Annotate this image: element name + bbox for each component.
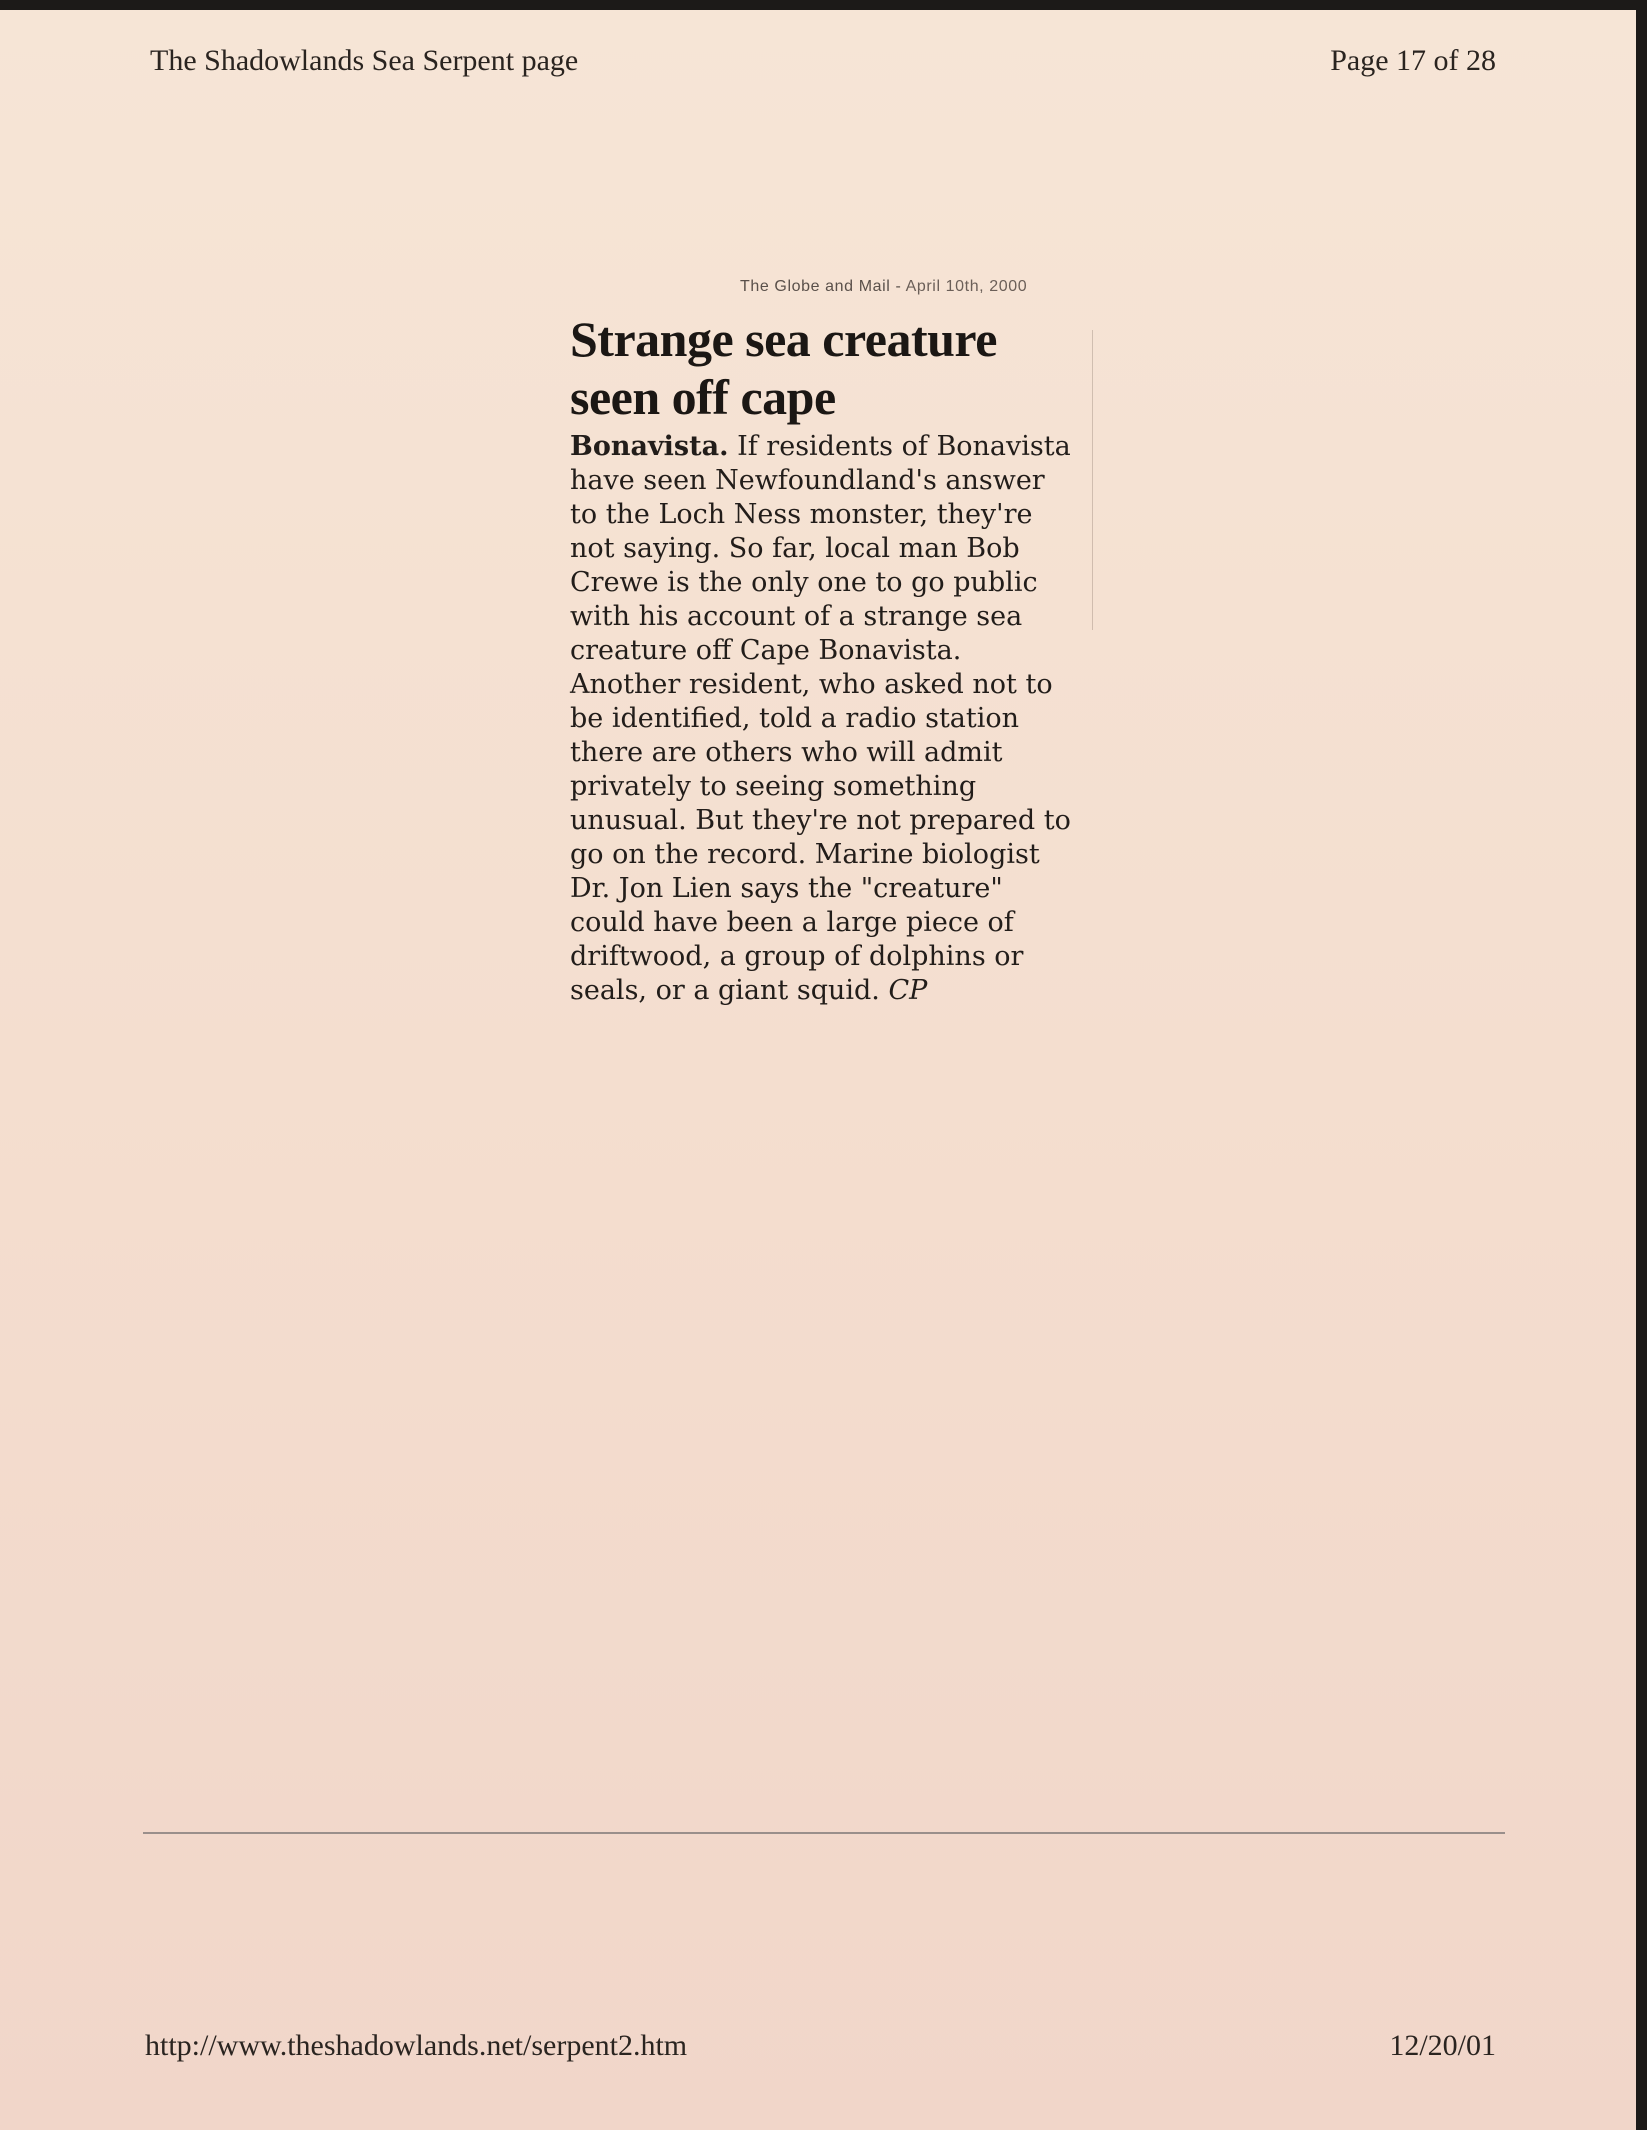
clipping-headline <box>570 310 1090 426</box>
footer-url: http://www.theshadowlands.net/serpent2.htm <box>145 2029 688 2062</box>
clipping-lead: Bonavista. <box>570 431 729 462</box>
clipping-date: April 10th, 2000 <box>905 278 1028 295</box>
clipping-body-text: If residents of Bonavista have seen Newfoundland's answer to the Loch Ness monster, they're not saying. So far, local man Bob Crewe is the only one to go public with his account of a strange sea creature off Cape Bonavista. Another resident, who asked not to be identified, told a radio station there are others who will admit privately to seeing something unusual. But they're not prepared to go on the record. Marine biologist Dr. Jon Lien says the "creature" could have been a large piece of driftwood, a group of dolphins or seals, or a giant squid. <box>570 431 1071 1006</box>
headline-line-1: Strange sea creature <box>570 311 997 367</box>
clipping-source: The Globe and Mail <box>740 278 891 295</box>
clipping-separator: - <box>895 278 902 295</box>
footer-rule <box>143 1832 1505 1834</box>
page-header-number: Page 17 of 28 <box>1330 44 1496 77</box>
clipping-byline: CP <box>888 975 928 1006</box>
document-page <box>0 10 1636 2130</box>
headline-line-2: seen off cape <box>570 369 836 425</box>
clipping-body <box>570 430 1080 1008</box>
clipping-source-line <box>740 278 1027 296</box>
footer-date: 12/20/01 <box>1389 2029 1496 2062</box>
page-header-title: The Shadowlands Sea Serpent page <box>150 44 579 77</box>
clipping-edge-divider <box>1092 330 1093 630</box>
